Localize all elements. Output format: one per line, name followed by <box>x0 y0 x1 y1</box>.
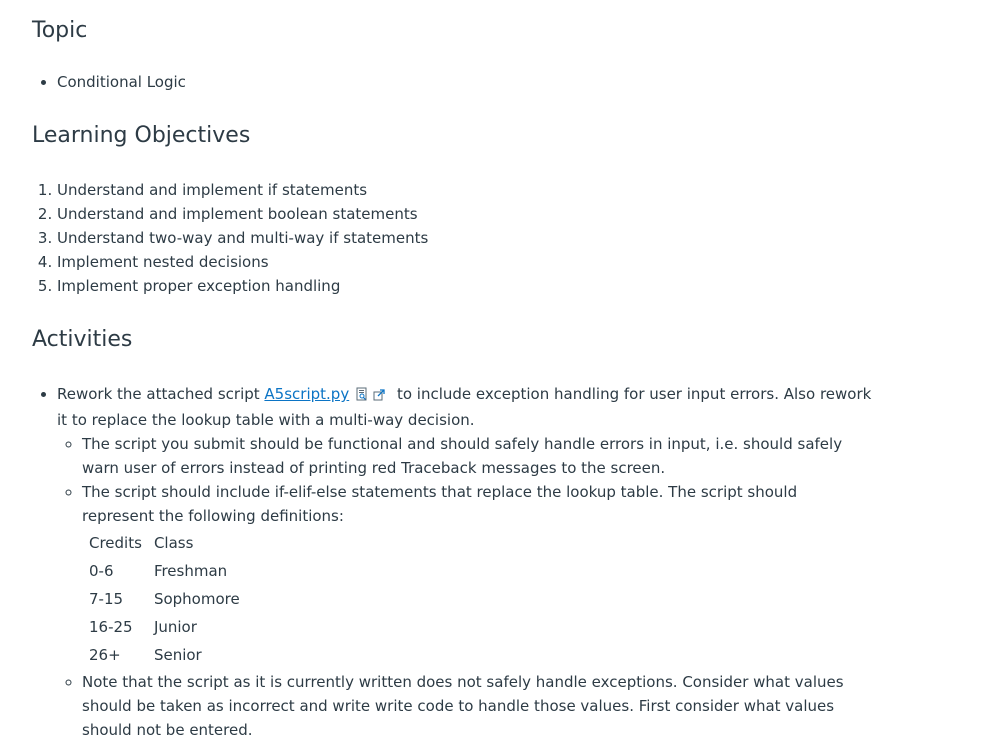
table-cell: 7-15 <box>89 590 124 608</box>
table-header-cell: Credits <box>89 534 142 552</box>
sub-item-definitions <box>82 480 872 669</box>
activity-item <box>57 382 872 742</box>
topic-heading: Topic <box>32 18 88 43</box>
file-preview-icon[interactable] <box>355 384 369 408</box>
activity-text-before-link: Rework the attached script <box>57 385 265 403</box>
objective-item: 5. Implement proper exception handling <box>57 274 872 298</box>
sub-item-definitions-text: The script should include if-elif-else statements that replace the lookup table. The script should represent the following definitions: <box>82 483 798 525</box>
table-cell: Sophomore <box>153 590 240 608</box>
table-cell: Freshman <box>153 562 228 580</box>
objective-item: 4. Implement nested decisions <box>57 250 872 274</box>
objective-item: 3. Understand two-way and multi-way if statements <box>57 226 872 250</box>
table-header-cell: Class <box>153 534 194 552</box>
activity-sub-list <box>57 432 872 742</box>
table-header-row <box>83 529 246 557</box>
activity-text-after-link: to include exception handling for user input errors. Also rework it to replace the lookup table with a multi-way decision. <box>57 385 872 429</box>
table-cell: 26+ <box>89 646 121 664</box>
objective-item: 2. Understand and implement boolean statements <box>57 202 872 226</box>
table-cell: Senior <box>153 646 202 664</box>
external-link-icon[interactable] <box>373 384 385 408</box>
objective-item: 1. Understand and implement if statements <box>57 178 872 202</box>
table-row <box>83 557 246 585</box>
script-file-link[interactable]: A5script.py <box>264 385 350 403</box>
activities-heading: Activities <box>32 327 133 352</box>
file-link-icons <box>355 384 389 408</box>
activities-list <box>32 382 872 742</box>
objectives-list <box>32 178 872 298</box>
table-cell: 0-6 <box>89 562 114 580</box>
table-row <box>83 613 246 641</box>
table-cell: Junior <box>153 618 197 636</box>
definitions-table <box>83 529 246 669</box>
sub-item-functional: ◦ The script you submit should be functional and should safely handle errors in input, i.e. should safely warn user of errors instead of printing red Traceback messages to the screen. <box>82 432 872 480</box>
table-row <box>83 585 246 613</box>
objectives-heading: Learning Objectives <box>32 123 251 148</box>
topic-list <box>32 70 872 94</box>
table-row <box>83 641 246 669</box>
table-cell: 16-25 <box>89 618 133 636</box>
sub-item-exceptions: ◦ Note that the script as it is currently written does not safely handle exceptions. Consider what values should be taken as incorrect and write write code to handle those values. First consider what values should not be entered. <box>82 670 872 742</box>
topic-item: • Conditional Logic <box>57 70 872 94</box>
